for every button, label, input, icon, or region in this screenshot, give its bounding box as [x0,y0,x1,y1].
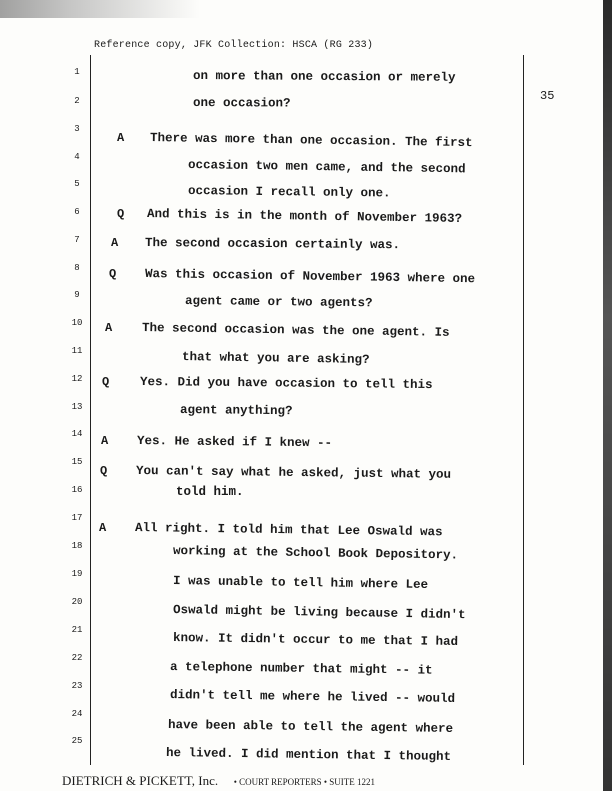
transcript-line: agent anything? [179,403,293,419]
footer-company: DIETRICH & PICKETT, Inc. [62,773,219,788]
transcript-line: There was more than one occasion. The first [149,131,473,151]
transcript-line: agent came or two agents? [184,294,373,311]
transcript-line: The second occasion was the one agent. Is [141,321,450,340]
line-number: 11 [71,346,83,356]
footer [62,772,375,790]
line-number: 3 [74,124,80,134]
transcript-line: The second occasion certainly was. [144,236,401,253]
transcript-line: And this is in the month of November 1963? [146,207,463,226]
line-number: 8 [74,263,80,273]
speaker-label: A [117,131,125,145]
transcript-line: told him. [176,485,244,499]
transcript-line: occasion I recall only one. [187,184,391,201]
line-number: 18 [71,541,83,551]
scan-edge [603,0,612,791]
transcript-line: Was this occasion of November 1963 where one [144,267,476,287]
speaker-label: A [105,321,113,335]
line-number: 13 [71,402,83,412]
line-number: 17 [71,513,83,523]
line-number: 20 [71,597,83,607]
speaker-label: Q [102,375,110,389]
transcript-line: working at the School Book Depository. [172,544,459,563]
transcript-line: Yes. Did you have occasion to tell this [139,375,433,393]
line-number: 19 [71,569,83,579]
line-number: 9 [74,290,80,300]
line-number: 16 [71,485,83,495]
transcript-line: he lived. I did mention that I thought [165,746,452,764]
scan-artifact [0,0,200,18]
line-number: 1 [74,67,80,77]
transcript-line: have been able to tell the agent where [167,718,454,736]
line-number: 6 [74,207,80,217]
transcript-line: All right. I told him that Lee Oswald was [134,521,443,540]
page-number: 35 [540,89,555,103]
speaker-label: Q [109,267,117,281]
line-number: 15 [71,457,83,467]
speaker-label: Q [117,207,125,221]
transcript-line: Yes. He asked if I knew -- [136,434,333,451]
line-number: 22 [71,653,83,663]
transcript-line: didn't tell me where he lived -- would [169,688,456,706]
transcript-line: know. It didn't occur to me that I had [172,631,459,649]
transcript-line: occasion two men came, and the second [187,158,466,177]
reference-header: Reference copy, JFK Collection: HSCA (RG 233) [94,40,374,51]
transcript-line: one occasion? [192,96,291,111]
line-number: 21 [71,625,83,635]
line-number: 24 [71,709,83,719]
speaker-label: Q [100,464,108,478]
speaker-label: A [99,521,107,535]
transcript-line: that what you are asking? [181,350,370,367]
line-number: 10 [71,318,83,328]
transcript-line: I was unable to tell him where Lee [172,574,429,593]
line-number: 7 [74,235,80,245]
transcript-line: Oswald might be living because I didn't [172,603,466,623]
transcript-line: You can't say what he asked, just what you [135,464,452,482]
transcript-line: a telephone number that might -- it [169,660,433,678]
footer-details: • COURT REPORTERS • SUITE 1221 [233,777,376,787]
line-number: 25 [71,736,83,746]
line-number: 14 [71,429,83,439]
line-number: 4 [74,152,80,162]
line-number: 2 [74,96,80,106]
transcript-line: on more than one occasion or merely [192,69,456,85]
line-number: 5 [74,179,80,189]
line-number: 23 [71,681,83,691]
speaker-label: A [111,236,119,250]
speaker-label: A [101,434,109,448]
line-number: 12 [71,374,83,384]
